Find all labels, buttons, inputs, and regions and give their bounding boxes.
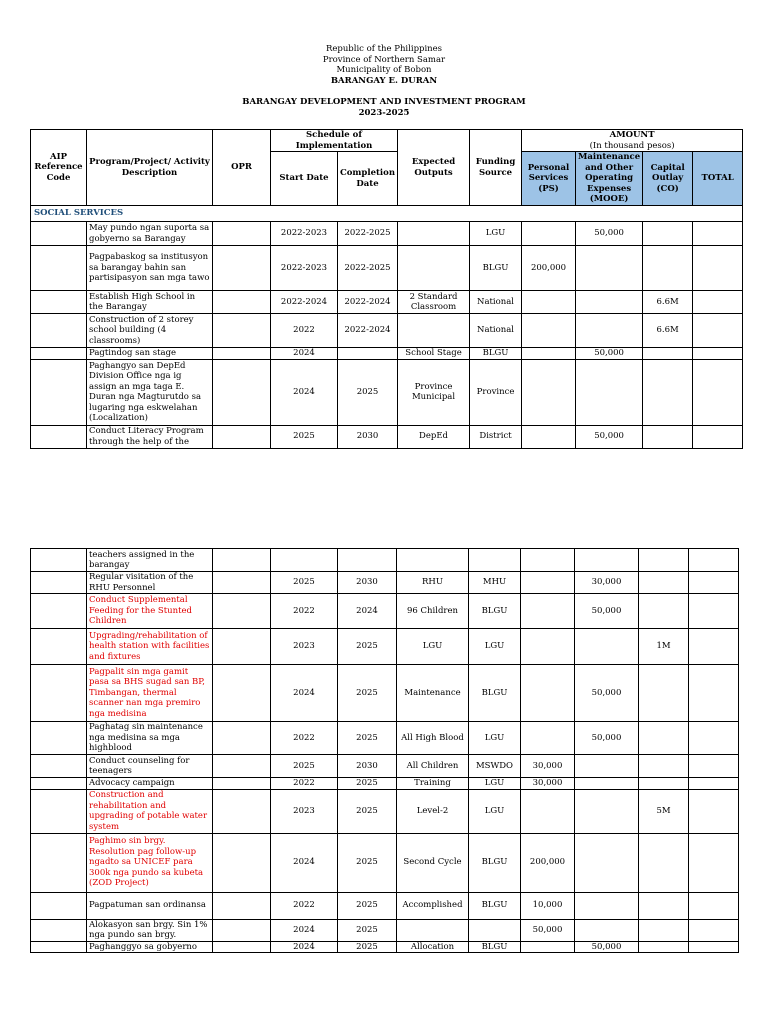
col-co: Capital Outlay (CO) — [643, 152, 693, 206]
completion-date-cell — [338, 549, 397, 572]
header-barangay: BARANGAY E. DURAN — [330, 75, 438, 86]
description-cell: Regular visitation of the RHU Personnel — [87, 572, 213, 594]
ps-cell — [521, 629, 575, 665]
table-row — [31, 789, 739, 833]
start-date-cell: 2022 — [271, 892, 338, 919]
total-cell — [689, 665, 739, 722]
expected-output-cell: All High Blood — [397, 722, 469, 755]
table-row — [31, 291, 743, 314]
table-row — [31, 778, 739, 790]
description-cell: Paghatag sin maintenance nga medisina sa mga highblood — [87, 722, 213, 755]
col-start-date: Start Date — [271, 152, 338, 206]
co-cell — [639, 892, 689, 919]
funding-source-cell: BLGU — [469, 833, 521, 892]
investment-table-part-2 — [30, 548, 739, 953]
aip-cell — [31, 665, 87, 722]
opr-cell — [213, 941, 271, 953]
completion-date-cell: 2025 — [338, 892, 397, 919]
col-program: Program/Project/ Activity Description — [87, 130, 213, 206]
col-aip-code: AIP Reference Code — [31, 130, 87, 206]
funding-source-cell — [469, 549, 521, 572]
opr-cell — [213, 789, 271, 833]
total-cell — [689, 549, 739, 572]
expected-output-cell: Level-2 — [397, 789, 469, 833]
funding-source-cell: BLGU — [470, 348, 522, 360]
funding-source-cell: LGU — [469, 629, 521, 665]
description-cell: Conduct counseling for teenagers — [87, 755, 213, 778]
start-date-cell: 2023 — [271, 629, 338, 665]
start-date-cell: 2025 — [271, 572, 338, 594]
expected-output-cell — [398, 314, 470, 348]
co-cell — [639, 722, 689, 755]
completion-date-cell: 2022-2025 — [338, 222, 398, 246]
aip-cell — [31, 359, 87, 425]
opr-cell — [213, 314, 271, 348]
completion-date-cell: 2022-2024 — [338, 291, 398, 314]
expected-output-cell: DepEd — [398, 425, 470, 448]
table-row — [31, 222, 743, 246]
funding-source-cell: LGU — [469, 789, 521, 833]
total-cell — [689, 919, 739, 941]
start-date-cell: 2025 — [271, 425, 338, 448]
investment-table-part-1 — [30, 129, 743, 449]
aip-cell — [31, 629, 87, 665]
table-row — [31, 425, 743, 448]
table-row — [31, 722, 739, 755]
expected-output-cell: Allocation — [397, 941, 469, 953]
aip-cell — [31, 246, 87, 291]
funding-source-cell: BLGU — [469, 594, 521, 629]
description-cell: Paghimo sin brgy. Resolution pag follow-up ngadto sa UNICEF para 300k nga pundo sa kubeta (ZOD Project) — [87, 833, 213, 892]
co-cell — [639, 594, 689, 629]
start-date-cell: 2023 — [271, 789, 338, 833]
expected-output-cell: 96 Children — [397, 594, 469, 629]
opr-cell — [213, 359, 271, 425]
table-row — [31, 572, 739, 594]
mooe-cell — [575, 755, 639, 778]
expected-output-cell: 2 Standard Classroom — [398, 291, 470, 314]
total-cell — [689, 629, 739, 665]
total-cell — [689, 833, 739, 892]
funding-source-cell: LGU — [469, 722, 521, 755]
opr-cell — [213, 833, 271, 892]
completion-date-cell — [338, 348, 398, 360]
opr-cell — [213, 549, 271, 572]
start-date-cell: 2022-2023 — [271, 222, 338, 246]
table-row — [31, 314, 743, 348]
co-cell — [643, 425, 693, 448]
col-amount — [522, 130, 743, 152]
funding-source-cell: BLGU — [469, 941, 521, 953]
aip-cell — [31, 425, 87, 448]
document-header — [0, 44, 768, 86]
description-cell: Conduct Literacy Program through the help of the — [87, 425, 213, 448]
co-cell — [639, 778, 689, 790]
total-cell — [689, 594, 739, 629]
opr-cell — [213, 222, 271, 246]
co-cell: 1M — [639, 629, 689, 665]
expected-output-cell: Training — [397, 778, 469, 790]
header-line-province: Province of Northern Samar — [322, 54, 446, 65]
table-row — [31, 919, 739, 941]
expected-output-cell: Second Cycle — [397, 833, 469, 892]
description-cell: Construction of 2 storey school building (4 classrooms) — [87, 314, 213, 348]
ps-cell: 30,000 — [521, 755, 575, 778]
funding-source-cell: District — [470, 425, 522, 448]
ps-cell — [522, 314, 576, 348]
ps-cell — [522, 348, 576, 360]
co-cell: 5M — [639, 789, 689, 833]
mooe-cell — [575, 549, 639, 572]
funding-source-cell: BLGU — [469, 665, 521, 722]
total-cell — [689, 778, 739, 790]
completion-date-cell: 2030 — [338, 425, 398, 448]
opr-cell — [213, 291, 271, 314]
expected-output-cell — [398, 246, 470, 291]
ps-cell — [521, 572, 575, 594]
table-row — [31, 941, 739, 953]
opr-cell — [213, 246, 271, 291]
description-cell: Pagpalit sin mga gamit pasa sa BHS sugad san BP, Timbangan, thermal scanner nan mga premiro nga medisina — [87, 665, 213, 722]
start-date-cell: 2024 — [271, 833, 338, 892]
aip-cell — [31, 755, 87, 778]
description-cell: Pagtindog san stage — [87, 348, 213, 360]
start-date-cell: 2024 — [271, 665, 338, 722]
co-cell — [643, 359, 693, 425]
mooe-cell — [576, 359, 643, 425]
mooe-cell: 50,000 — [576, 425, 643, 448]
ps-cell — [522, 222, 576, 246]
completion-date-cell: 2025 — [338, 941, 397, 953]
aip-cell — [31, 291, 87, 314]
completion-date-cell: 2025 — [338, 833, 397, 892]
total-cell — [693, 314, 743, 348]
co-cell: 6.6M — [643, 291, 693, 314]
opr-cell — [213, 425, 271, 448]
description-cell: Pagpabaskog sa institusyon sa barangay bahin san partisipasyon san mga tawo — [87, 246, 213, 291]
start-date-cell: 2024 — [271, 359, 338, 425]
mooe-cell — [576, 291, 643, 314]
aip-cell — [31, 722, 87, 755]
total-cell — [693, 246, 743, 291]
ps-cell — [522, 359, 576, 425]
ps-cell — [521, 665, 575, 722]
description-cell: Construction and rehabilitation and upgrading of potable water system — [87, 789, 213, 833]
start-date-cell: 2022-2023 — [271, 246, 338, 291]
mooe-cell: 30,000 — [575, 572, 639, 594]
expected-output-cell: All Children — [397, 755, 469, 778]
ps-cell: 50,000 — [521, 919, 575, 941]
completion-date-cell: 2025 — [338, 722, 397, 755]
total-cell — [689, 789, 739, 833]
opr-cell — [213, 919, 271, 941]
total-cell — [689, 941, 739, 953]
description-cell: May pundo ngan suporta sa gobyerno sa Barangay — [87, 222, 213, 246]
total-cell — [693, 222, 743, 246]
aip-cell — [31, 549, 87, 572]
funding-source-cell: MHU — [469, 572, 521, 594]
ps-cell: 30,000 — [521, 778, 575, 790]
completion-date-cell: 2025 — [338, 359, 398, 425]
start-date-cell: 2022 — [271, 778, 338, 790]
co-cell — [639, 572, 689, 594]
funding-source-cell — [469, 919, 521, 941]
co-cell — [643, 246, 693, 291]
col-ps: Personal Services (PS) — [522, 152, 576, 206]
aip-cell — [31, 348, 87, 360]
description-cell: Conduct Supplemental Feeding for the Stunted Children — [87, 594, 213, 629]
col-funding-source: Funding Source — [470, 130, 522, 206]
aip-cell — [31, 833, 87, 892]
col-expected-outputs: Expected Outputs — [398, 130, 470, 206]
ps-cell — [521, 549, 575, 572]
opr-cell — [213, 594, 271, 629]
table-row — [31, 629, 739, 665]
co-cell — [639, 833, 689, 892]
completion-date-cell: 2024 — [338, 594, 397, 629]
aip-cell — [31, 222, 87, 246]
completion-date-cell: 2030 — [338, 572, 397, 594]
expected-output-cell: Province Municipal — [398, 359, 470, 425]
description-cell: Alokasyon san brgy. Sin 1% nga pundo san brgy. — [87, 919, 213, 941]
amount-unit: (In thousand pesos) — [589, 140, 675, 151]
start-date-cell: 2024 — [271, 348, 338, 360]
start-date-cell: 2022 — [271, 722, 338, 755]
ps-cell — [522, 291, 576, 314]
ps-cell: 200,000 — [521, 833, 575, 892]
expected-output-cell — [398, 222, 470, 246]
expected-output-cell: School Stage — [398, 348, 470, 360]
funding-source-cell: National — [470, 291, 522, 314]
header-line-municipality: Municipality of Bobon — [336, 65, 432, 75]
total-cell — [693, 359, 743, 425]
ps-cell — [521, 941, 575, 953]
aip-cell — [31, 594, 87, 629]
mooe-cell — [576, 246, 643, 291]
completion-date-cell: 2025 — [338, 629, 397, 665]
start-date-cell: 2024 — [271, 919, 338, 941]
completion-date-cell: 2030 — [338, 755, 397, 778]
start-date-cell — [271, 549, 338, 572]
mooe-cell: 50,000 — [576, 222, 643, 246]
ps-cell — [521, 594, 575, 629]
aip-cell — [31, 919, 87, 941]
document-title: BARANGAY DEVELOPMENT AND INVESTMENT PROGRAM — [242, 97, 526, 107]
co-cell — [639, 755, 689, 778]
expected-output-cell: RHU — [397, 572, 469, 594]
expected-output-cell: LGU — [397, 629, 469, 665]
completion-date-cell: 2025 — [338, 665, 397, 722]
mooe-cell — [576, 314, 643, 348]
start-date-cell: 2022 — [271, 594, 338, 629]
col-total: TOTAL — [693, 152, 743, 206]
funding-source-cell: MSWDO — [469, 755, 521, 778]
document-years: 2023-2025 — [358, 107, 410, 118]
description-cell: Pagpatuman san ordinansa — [87, 892, 213, 919]
mooe-cell: 50,000 — [576, 348, 643, 360]
start-date-cell: 2024 — [271, 941, 338, 953]
amount-label: AMOUNT — [609, 130, 655, 140]
col-completion-date: Completion Date — [338, 152, 398, 206]
aip-cell — [31, 778, 87, 790]
expected-output-cell — [397, 549, 469, 572]
mooe-cell — [575, 833, 639, 892]
aip-cell — [31, 572, 87, 594]
total-cell — [689, 755, 739, 778]
total-cell — [693, 425, 743, 448]
col-mooe: Maintenance and Other Operating Expenses (MOOE) — [576, 152, 643, 206]
completion-date-cell: 2025 — [338, 789, 397, 833]
funding-source-cell: Province — [470, 359, 522, 425]
aip-cell — [31, 789, 87, 833]
co-cell — [639, 941, 689, 953]
opr-cell — [213, 778, 271, 790]
table-row — [31, 348, 743, 360]
description-cell: Paghanggyo sa gobyerno — [87, 941, 213, 953]
funding-source-cell: LGU — [469, 778, 521, 790]
total-cell — [689, 572, 739, 594]
opr-cell — [213, 722, 271, 755]
completion-date-cell: 2022-2024 — [338, 314, 398, 348]
description-cell: Establish High School in the Barangay — [87, 291, 213, 314]
table-row — [31, 892, 739, 919]
mooe-cell — [575, 892, 639, 919]
mooe-cell — [575, 778, 639, 790]
funding-source-cell: BLGU — [470, 246, 522, 291]
start-date-cell: 2022-2024 — [271, 291, 338, 314]
co-cell — [639, 549, 689, 572]
ps-cell — [522, 425, 576, 448]
aip-cell — [31, 892, 87, 919]
description-cell: Advocacy campaign — [87, 778, 213, 790]
start-date-cell: 2025 — [271, 755, 338, 778]
description-cell: Paghangyo san DepEd Division Office nga ig assign an mga taga E. Duran nga Magturutdo sa lugaring nga eskwelahan (Localization) — [87, 359, 213, 425]
mooe-cell — [575, 629, 639, 665]
mooe-cell: 50,000 — [575, 665, 639, 722]
funding-source-cell: BLGU — [469, 892, 521, 919]
total-cell — [689, 722, 739, 755]
description-cell: teachers assigned in the barangay — [87, 549, 213, 572]
co-cell: 6.6M — [643, 314, 693, 348]
description-cell: Upgrading/rehabilitation of health station with facilities and fixtures — [87, 629, 213, 665]
aip-cell — [31, 941, 87, 953]
co-cell — [643, 348, 693, 360]
funding-source-cell: National — [470, 314, 522, 348]
total-cell — [693, 291, 743, 314]
opr-cell — [213, 755, 271, 778]
completion-date-cell: 2025 — [338, 919, 397, 941]
mooe-cell: 50,000 — [575, 722, 639, 755]
ps-cell — [521, 789, 575, 833]
opr-cell — [213, 892, 271, 919]
opr-cell — [213, 665, 271, 722]
total-cell — [689, 892, 739, 919]
table-row — [31, 665, 739, 722]
mooe-cell — [575, 789, 639, 833]
mooe-cell — [575, 919, 639, 941]
col-schedule: Schedule of Implementation — [271, 130, 398, 152]
ps-cell — [521, 722, 575, 755]
table-row — [31, 246, 743, 291]
document-title-block — [0, 97, 768, 118]
ps-cell: 200,000 — [522, 246, 576, 291]
expected-output-cell: Accomplished — [397, 892, 469, 919]
start-date-cell: 2022 — [271, 314, 338, 348]
aip-cell — [31, 314, 87, 348]
table-row — [31, 755, 739, 778]
expected-output-cell — [397, 919, 469, 941]
section-social-services: SOCIAL SERVICES — [31, 206, 743, 222]
header-line-republic: Republic of the Philippines — [325, 44, 443, 54]
co-cell — [639, 919, 689, 941]
total-cell — [693, 348, 743, 360]
table-row — [31, 549, 739, 572]
table-row — [31, 594, 739, 629]
table-row — [31, 833, 739, 892]
opr-cell — [213, 348, 271, 360]
expected-output-cell: Maintenance — [397, 665, 469, 722]
completion-date-cell: 2025 — [338, 778, 397, 790]
co-cell — [643, 222, 693, 246]
opr-cell — [213, 572, 271, 594]
table-row — [31, 359, 743, 425]
mooe-cell: 50,000 — [575, 941, 639, 953]
completion-date-cell: 2022-2025 — [338, 246, 398, 291]
co-cell — [639, 665, 689, 722]
funding-source-cell: LGU — [470, 222, 522, 246]
mooe-cell: 50,000 — [575, 594, 639, 629]
col-opr: OPR — [213, 130, 271, 206]
opr-cell — [213, 629, 271, 665]
ps-cell: 10,000 — [521, 892, 575, 919]
